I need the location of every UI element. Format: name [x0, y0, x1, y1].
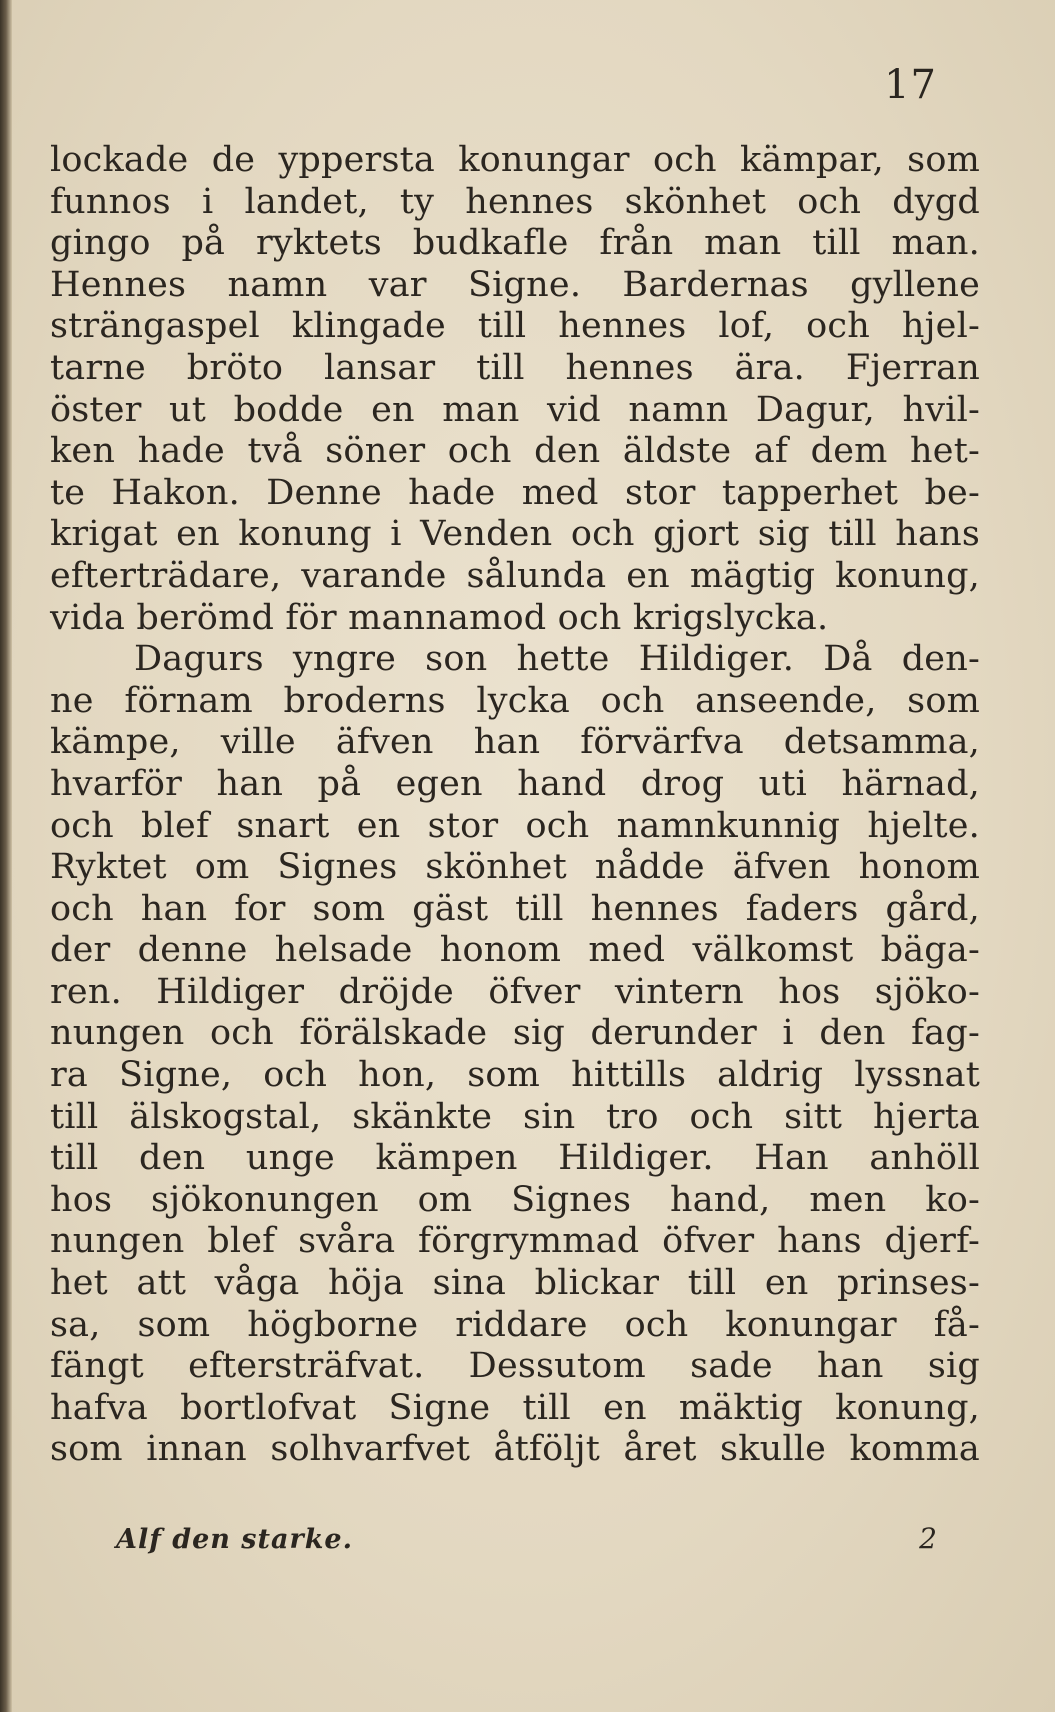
- text-line: hvarför han på egen hand drog uti härnad,: [50, 763, 980, 804]
- text-line: strängaspel klingade till hennes lof, och hjel-: [50, 306, 980, 347]
- text-line: som innan solhvarfvet åtföljt året skulle komma: [50, 1429, 980, 1470]
- text-line: hafva bortlofvat Signe till en mäktig konung,: [50, 1387, 980, 1428]
- text-line: te Hakon. Denne hade med stor tapperhet be-: [50, 472, 980, 513]
- text-line: öster ut bodde en man vid namn Dagur, hvil-: [50, 389, 980, 430]
- text-line: efterträdare, varande sålunda en mägtig konung,: [50, 555, 980, 596]
- text-line: och han for som gäst till hennes faders gård,: [50, 888, 980, 929]
- text-line: Ryktet om Signes skönhet nådde äfven honom: [50, 847, 980, 888]
- text-line: Dagurs yngre son hette Hildiger. Då den-: [134, 639, 980, 680]
- text-line: och blef snart en stor och namnkunnig hjelte.: [50, 805, 980, 846]
- text-line: der denne helsade honom med välkomst bäga-: [50, 930, 980, 971]
- text-line: Hennes namn var Signe. Bardernas gyllene: [50, 264, 980, 305]
- text-line: kämpe, ville äfven han förvärfva detsamma,: [50, 722, 980, 763]
- text-line: nungen och förälskade sig derunder i den fag-: [50, 1013, 980, 1054]
- text-line: hos sjökonungen om Signes hand, men ko-: [50, 1179, 980, 1220]
- text-line: till den unge kämpen Hildiger. Han anhöll: [50, 1138, 980, 1179]
- text-line: funnos i landet, ty hennes skönhet och dygd: [50, 181, 980, 222]
- body-text: [50, 140, 980, 1471]
- text-line: lockade de yppersta konungar och kämpar, som: [50, 140, 980, 180]
- text-line: fängt eftersträfvat. Dessutom sade han sig: [50, 1346, 980, 1387]
- text-line: tarne bröto lansar till hennes ära. Fjerran: [50, 347, 980, 388]
- text-line: till älskogstal, skänkte sin tro och sitt hjerta: [50, 1096, 980, 1137]
- sheet-number: 2: [919, 1522, 937, 1555]
- text-line: gingo på ryktets budkafle från man till man.: [50, 223, 980, 264]
- text-line: sa, som högborne riddare och konungar få-: [50, 1304, 980, 1345]
- text-line: ren. Hildiger dröjde öfver vintern hos sjöko-: [50, 971, 980, 1012]
- text-line: het att våga höja sina blickar till en prinses-: [50, 1263, 980, 1304]
- text-line: nungen blef svåra förgrymmad öfver hans djerf-: [50, 1221, 980, 1262]
- text-line: ken hade två söner och den äldste af dem het-: [50, 431, 980, 472]
- page-footer: [116, 1522, 937, 1562]
- signature-mark: Alf den starke.: [116, 1524, 353, 1555]
- text-line: ra Signe, och hon, som hittills aldrig lyssnat: [50, 1055, 980, 1096]
- text-line: ne förnam broderns lycka och anseende, som: [50, 680, 980, 721]
- page-number: 17: [884, 62, 937, 108]
- book-spine-shadow: [0, 0, 12, 1712]
- text-line: vida berömd för mannamod och krigslycka.: [50, 597, 829, 638]
- text-line: krigat en konung i Venden och gjort sig till hans: [50, 514, 980, 555]
